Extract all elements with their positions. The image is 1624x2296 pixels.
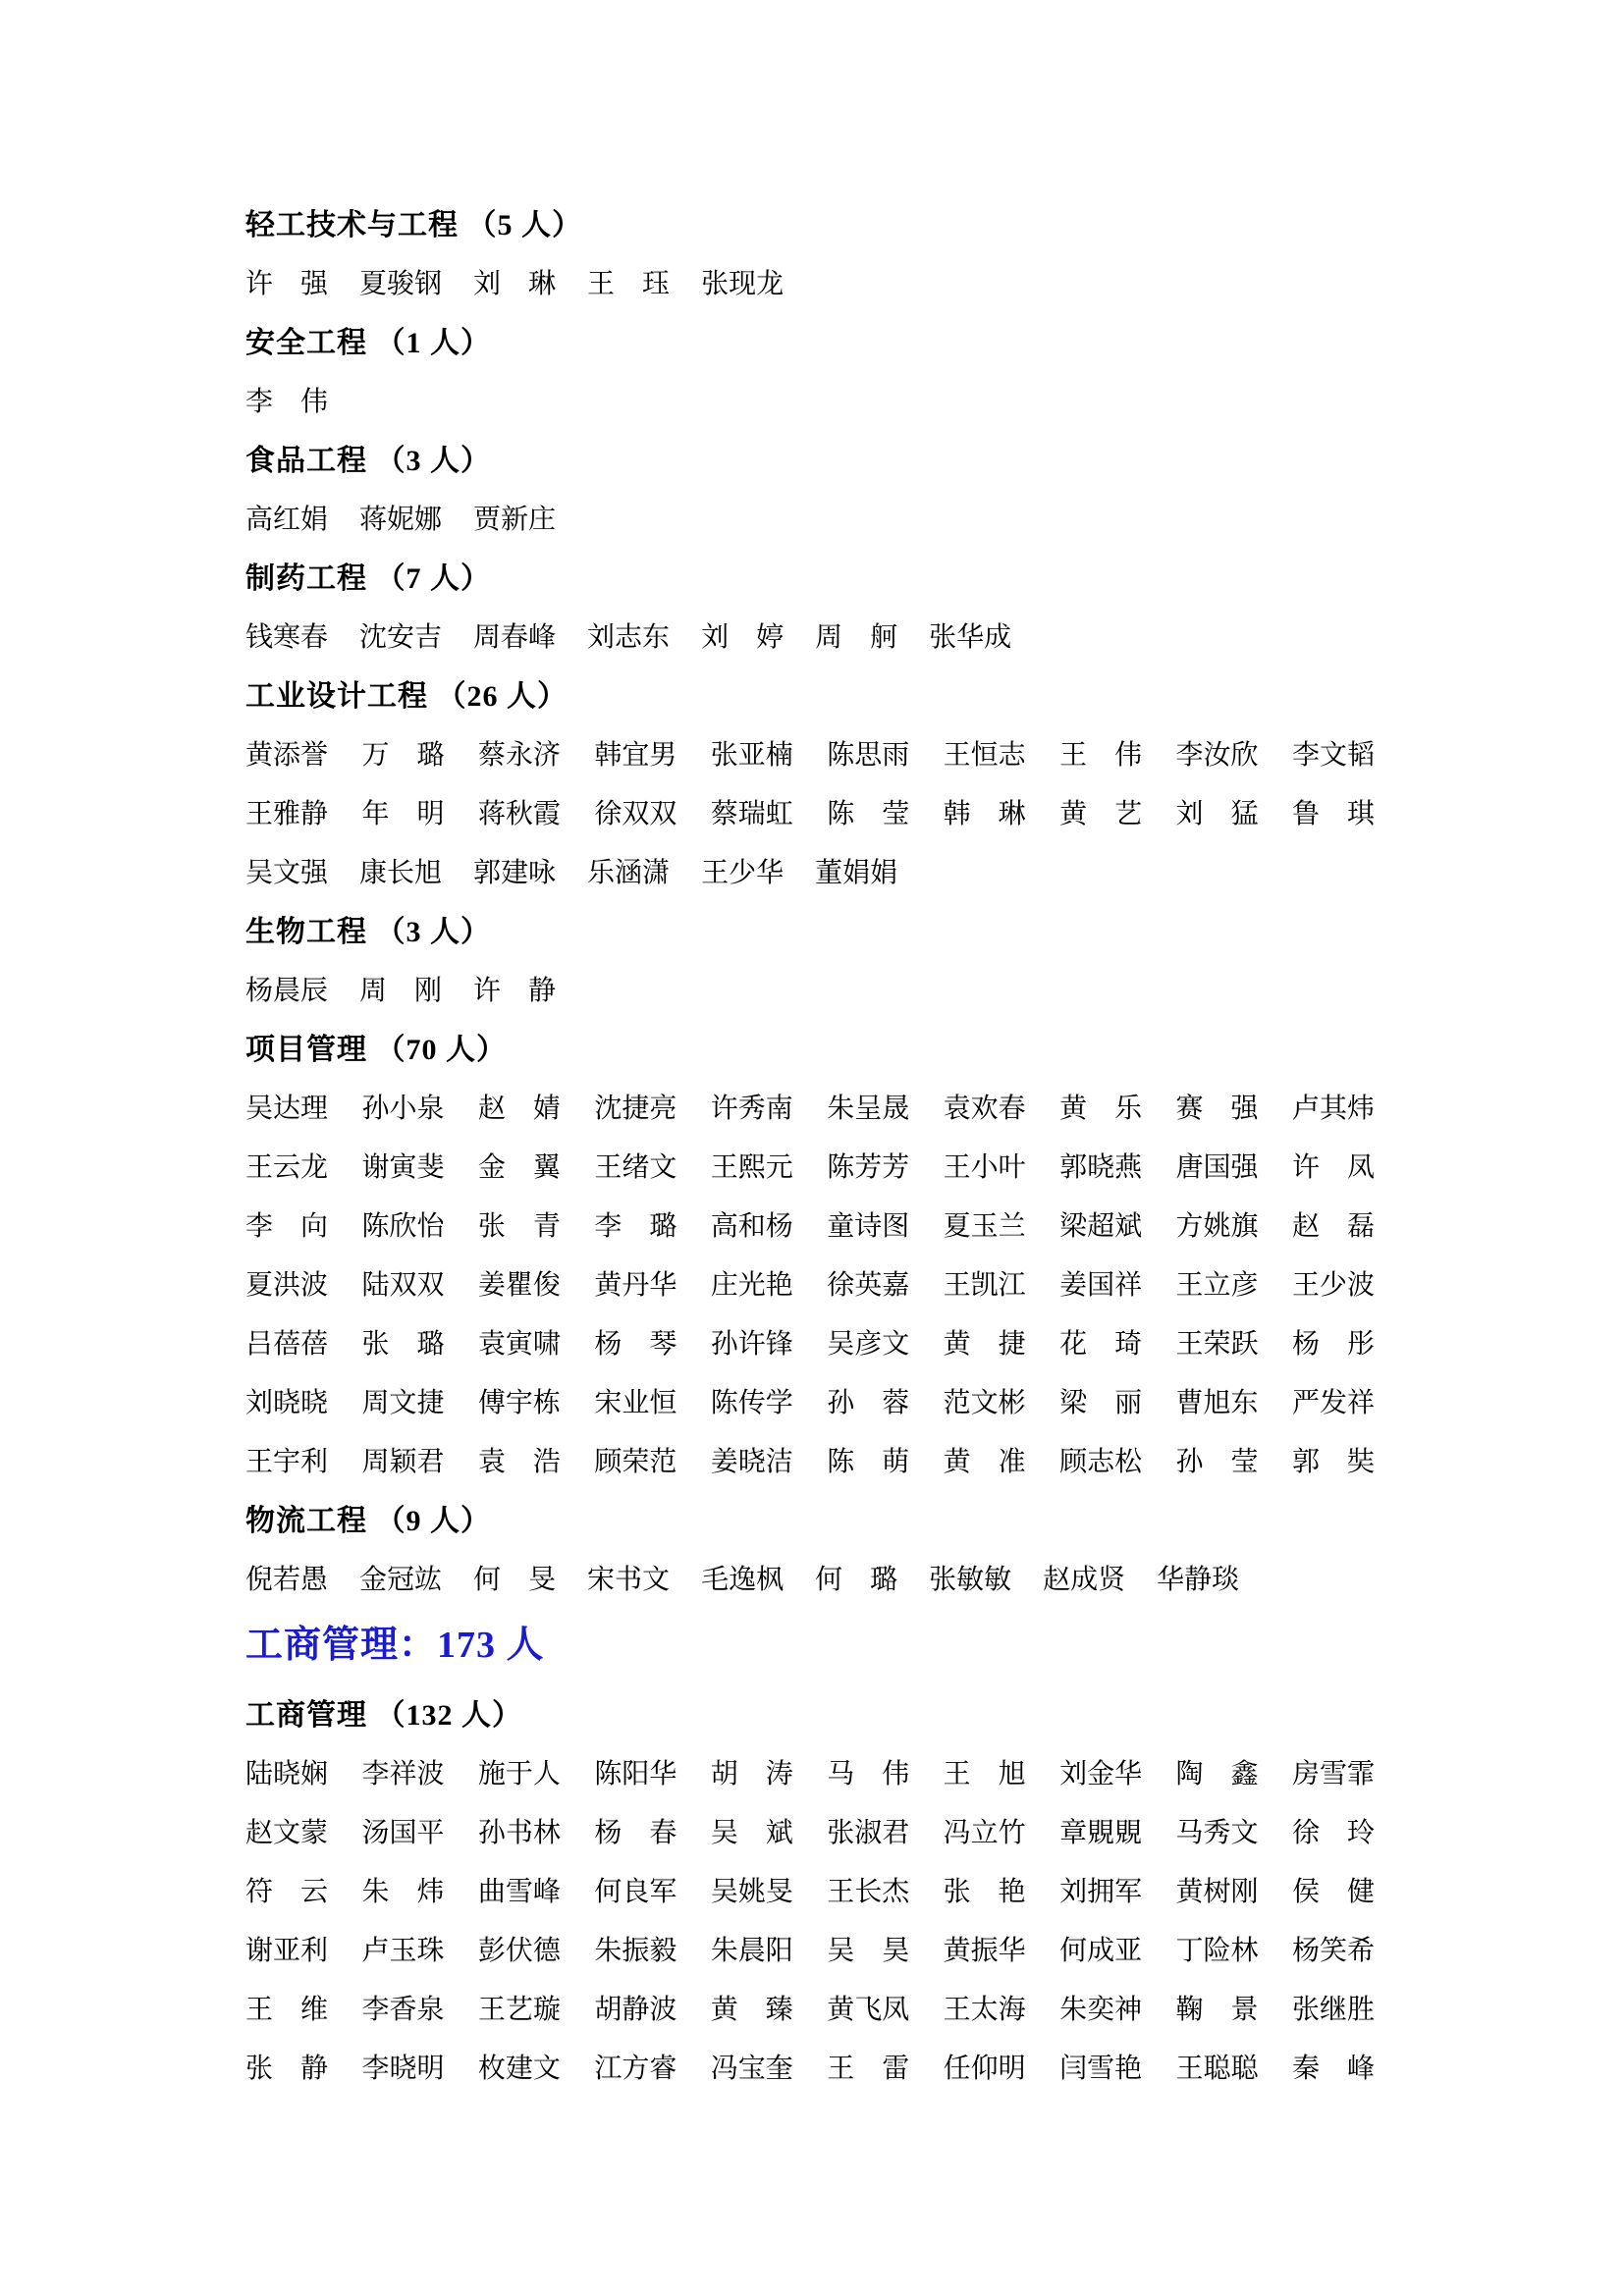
- person-name: 郭建咏: [473, 858, 557, 888]
- person-name: 王少波: [1291, 1270, 1375, 1301]
- person-name: 王云龙: [245, 1152, 329, 1183]
- person-name: 严发祥: [1291, 1388, 1375, 1418]
- person-name: 彭伏德: [477, 1936, 561, 1966]
- section-food-engineering: [245, 442, 1375, 539]
- person-name: 刘 琳: [473, 269, 557, 299]
- person-name: 孙许锋: [710, 1329, 793, 1360]
- person-name: 黄 乐: [1059, 1094, 1143, 1124]
- person-name: 黄丹华: [594, 1270, 677, 1301]
- person-name: 陈 萌: [827, 1447, 910, 1477]
- section-light-industry: [245, 206, 1375, 303]
- person-name: 许秀南: [710, 1094, 793, 1124]
- person-name: 何 旻: [473, 1565, 557, 1595]
- person-name: 王小叶: [943, 1152, 1026, 1183]
- person-name: 朱晨阳: [710, 1936, 793, 1966]
- person-name: 黄 艺: [1059, 799, 1143, 829]
- person-name: 许 凤: [1291, 1152, 1375, 1183]
- person-name: 何 璐: [815, 1565, 898, 1595]
- person-name: 乐涵潇: [587, 858, 671, 888]
- person-name: 孙 莹: [1175, 1447, 1259, 1477]
- person-name: 江方睿: [594, 2054, 677, 2084]
- person-name: 秦 峰: [1291, 2054, 1375, 2084]
- person-name: 宋书文: [587, 1565, 671, 1595]
- person-name: 黄 准: [943, 1447, 1026, 1477]
- person-name: 梁超斌: [1059, 1211, 1143, 1242]
- section-heading: 食品工程 （3 人）: [245, 445, 491, 477]
- person-name: 陈传学: [710, 1388, 793, 1418]
- person-name: 任仰明: [943, 2054, 1026, 2084]
- person-name: 鲁 琪: [1291, 799, 1375, 829]
- person-name: 董娟娟: [815, 858, 898, 888]
- person-name: 吴 昊: [827, 1936, 910, 1966]
- person-name: 何良军: [594, 1877, 677, 1907]
- person-name: 汤国平: [361, 1818, 445, 1848]
- name-row: [245, 1991, 1375, 2029]
- person-name: 范文彬: [943, 1388, 1026, 1418]
- person-name: 李 伟: [245, 387, 329, 417]
- person-name: 陆双双: [361, 1270, 445, 1301]
- person-name: 夏洪波: [245, 1270, 329, 1301]
- person-name: 杨晨辰: [245, 976, 329, 1006]
- person-name: 闫雪艳: [1059, 2054, 1143, 2084]
- section-heading: 物流工程 （9 人）: [245, 1505, 491, 1537]
- person-name: 金冠竑: [359, 1565, 443, 1595]
- name-row: [245, 501, 1375, 539]
- person-name: 朱振毅: [594, 1936, 677, 1966]
- person-name: 刘晓晓: [245, 1388, 329, 1418]
- name-row: [245, 1384, 1375, 1422]
- person-name: 蒋妮娜: [359, 505, 443, 535]
- person-name: 鞠 景: [1175, 1995, 1259, 2025]
- person-name: 王太海: [943, 1995, 1026, 2025]
- person-name: 李祥波: [361, 1759, 445, 1789]
- name-row: [245, 1207, 1375, 1246]
- person-name: 何成亚: [1059, 1936, 1143, 1966]
- person-name: 黄 臻: [710, 1995, 793, 2025]
- person-name: 冯立竹: [943, 1818, 1026, 1848]
- person-name: 蔡瑞虹: [710, 799, 793, 829]
- person-name: 王 旭: [943, 1759, 1026, 1789]
- name-row: [245, 1932, 1375, 1970]
- person-name: 曲雪峰: [477, 1877, 561, 1907]
- person-name: 陈芳芳: [827, 1152, 910, 1183]
- person-name: 李香泉: [361, 1995, 445, 2025]
- person-name: 陈 莹: [827, 799, 910, 829]
- person-name: 吴文强: [245, 858, 329, 888]
- person-name: 王荣跃: [1175, 1329, 1259, 1360]
- person-name: 华静琰: [1157, 1565, 1240, 1595]
- person-name: 顾志松: [1059, 1447, 1143, 1477]
- person-name: 王宇利: [245, 1447, 329, 1477]
- person-name: 马秀文: [1175, 1818, 1259, 1848]
- person-name: 杨 彤: [1291, 1329, 1375, 1360]
- person-name: 蒋秋霞: [477, 799, 561, 829]
- section-heading: 项目管理 （70 人）: [245, 1034, 507, 1066]
- person-name: 夏玉兰: [943, 1211, 1026, 1242]
- person-name: 赛 强: [1175, 1094, 1259, 1124]
- person-name: 吴彦文: [827, 1329, 910, 1360]
- person-name: 沈捷亮: [594, 1094, 677, 1124]
- section-heading: 工业设计工程 （26 人）: [245, 680, 568, 713]
- section-bio-engineering: [245, 913, 1375, 1010]
- person-name: 贾新庄: [473, 505, 557, 535]
- name-row: [245, 1814, 1375, 1852]
- person-name: 梁 丽: [1059, 1388, 1143, 1418]
- person-name: 李文韬: [1291, 740, 1375, 771]
- person-name: 吴达理: [245, 1094, 329, 1124]
- person-name: 吕蓓蓓: [245, 1329, 329, 1360]
- person-name: 谢寅斐: [361, 1152, 445, 1183]
- person-name: 刘志东: [587, 622, 671, 653]
- name-row: [245, 1755, 1375, 1793]
- person-name: 高红娟: [245, 505, 329, 535]
- person-name: 冯宝奎: [710, 2054, 793, 2084]
- section-logistics-engineering: [245, 1502, 1375, 1599]
- person-name: 钱寒春: [245, 622, 329, 653]
- person-name: 黄飞凤: [827, 1995, 910, 2025]
- person-name: 张敏敏: [929, 1565, 1012, 1595]
- person-name: 王熙元: [710, 1152, 793, 1183]
- person-name: 章覞覞: [1059, 1818, 1143, 1848]
- name-row: [245, 1443, 1375, 1481]
- person-name: 周文捷: [361, 1388, 445, 1418]
- person-name: 王凯江: [943, 1270, 1026, 1301]
- person-name: 郭晓燕: [1059, 1152, 1143, 1183]
- person-name: 顾荣范: [594, 1447, 677, 1477]
- name-row: [245, 1561, 1375, 1599]
- section-project-management: [245, 1031, 1375, 1481]
- person-name: 徐双双: [594, 799, 677, 829]
- name-row: [245, 854, 1375, 892]
- person-name: 沈安吉: [359, 622, 443, 653]
- name-row: [245, 736, 1375, 774]
- person-name: 周颖君: [361, 1447, 445, 1477]
- section-industrial-design: [245, 677, 1375, 892]
- section-business-administration: [245, 1696, 1375, 2088]
- person-name: 黄树刚: [1175, 1877, 1259, 1907]
- person-name: 李晓明: [361, 2054, 445, 2084]
- person-name: 周 舸: [815, 622, 898, 653]
- person-name: 王 珏: [587, 269, 671, 299]
- person-name: 徐英嘉: [827, 1270, 910, 1301]
- person-name: 孙 蓉: [827, 1388, 910, 1418]
- person-name: 张现龙: [701, 269, 785, 299]
- person-name: 张亚楠: [710, 740, 793, 771]
- name-row: [245, 383, 1375, 421]
- section-heading: 工商管理 （132 人）: [245, 1699, 522, 1732]
- person-name: 庄光艳: [710, 1270, 793, 1301]
- person-name: 朱奕神: [1059, 1995, 1143, 2025]
- person-name: 黄添誉: [245, 740, 329, 771]
- person-name: 蔡永济: [477, 740, 561, 771]
- person-name: 侯 健: [1291, 1877, 1375, 1907]
- person-name: 郭 奘: [1291, 1447, 1375, 1477]
- person-name: 张华成: [929, 622, 1012, 653]
- person-name: 万 璐: [361, 740, 445, 771]
- person-name: 卢玉珠: [361, 1936, 445, 1966]
- person-name: 刘 婷: [701, 622, 785, 653]
- person-name: 枚建文: [477, 2054, 561, 2084]
- name-row: [245, 1873, 1375, 1911]
- person-name: 李 向: [245, 1211, 329, 1242]
- person-name: 赵 婧: [477, 1094, 561, 1124]
- person-name: 李 璐: [594, 1211, 677, 1242]
- person-name: 朱 炜: [361, 1877, 445, 1907]
- person-name: 孙书林: [477, 1818, 561, 1848]
- person-name: 王 雷: [827, 2054, 910, 2084]
- name-row: [245, 1325, 1375, 1363]
- person-name: 袁欢春: [943, 1094, 1026, 1124]
- person-name: 刘 猛: [1175, 799, 1259, 829]
- person-name: 曹旭东: [1175, 1388, 1259, 1418]
- person-name: 陈思雨: [827, 740, 910, 771]
- person-name: 姜晓洁: [710, 1447, 793, 1477]
- name-row: [245, 972, 1375, 1010]
- person-name: 王艺璇: [477, 1995, 561, 2025]
- person-name: 金 翼: [477, 1152, 561, 1183]
- person-name: 杨笑希: [1291, 1936, 1375, 1966]
- person-name: 王绪文: [594, 1152, 677, 1183]
- person-name: 韩宜男: [594, 740, 677, 771]
- section-heading: 生物工程 （3 人）: [245, 916, 491, 948]
- person-name: 童诗图: [827, 1211, 910, 1242]
- person-name: 王聪聪: [1175, 2054, 1259, 2084]
- name-row: [245, 1148, 1375, 1187]
- person-name: 张 璐: [361, 1329, 445, 1360]
- person-name: 许 强: [245, 269, 329, 299]
- person-name: 王立彦: [1175, 1270, 1259, 1301]
- person-name: 张淑君: [827, 1818, 910, 1848]
- person-name: 房雪霏: [1291, 1759, 1375, 1789]
- person-name: 周春峰: [473, 622, 557, 653]
- person-name: 马 伟: [827, 1759, 910, 1789]
- person-name: 谢亚利: [245, 1936, 329, 1966]
- category-heading-business-admin: 工商管理：173 人: [245, 1625, 545, 1666]
- person-name: 黄 捷: [943, 1329, 1026, 1360]
- person-name: 傅宇栋: [477, 1388, 561, 1418]
- person-name: 许 静: [473, 976, 557, 1006]
- person-name: 施于人: [477, 1759, 561, 1789]
- name-row: [245, 2050, 1375, 2088]
- person-name: 吴姚旻: [710, 1877, 793, 1907]
- person-name: 倪若愚: [245, 1565, 329, 1595]
- person-name: 杨 琴: [594, 1329, 677, 1360]
- name-row: [245, 1266, 1375, 1305]
- section-safety-engineering: [245, 324, 1375, 421]
- person-name: 赵文蒙: [245, 1818, 329, 1848]
- person-name: 王雅静: [245, 799, 329, 829]
- person-name: 黄振华: [943, 1936, 1026, 1966]
- person-name: 胡 涛: [710, 1759, 793, 1789]
- person-name: 宋业恒: [594, 1388, 677, 1418]
- person-name: 王 维: [245, 1995, 329, 2025]
- person-name: 康长旭: [359, 858, 443, 888]
- person-name: 毛逸枫: [701, 1565, 785, 1595]
- person-name: 高和杨: [710, 1211, 793, 1242]
- person-name: 李汝欣: [1175, 740, 1259, 771]
- person-name: 唐国强: [1175, 1152, 1259, 1183]
- person-name: 符 云: [245, 1877, 329, 1907]
- person-name: 陈欣怡: [361, 1211, 445, 1242]
- section-heading: 安全工程 （1 人）: [245, 327, 491, 359]
- person-name: 周 刚: [359, 976, 443, 1006]
- person-name: 方姚旗: [1175, 1211, 1259, 1242]
- person-name: 陈阳华: [594, 1759, 677, 1789]
- name-row: [245, 1090, 1375, 1128]
- person-name: 张 静: [245, 2054, 329, 2084]
- person-name: 王少华: [701, 858, 785, 888]
- person-name: 袁寅啸: [477, 1329, 561, 1360]
- person-name: 孙小泉: [361, 1094, 445, 1124]
- name-row: [245, 265, 1375, 303]
- person-name: 徐 玲: [1291, 1818, 1375, 1848]
- person-name: 王恒志: [943, 740, 1026, 771]
- name-row: [245, 618, 1375, 657]
- person-name: 花 琦: [1059, 1329, 1143, 1360]
- section-heading: 轻工技术与工程 （5 人）: [245, 209, 582, 241]
- person-name: 胡静波: [594, 1995, 677, 2025]
- person-name: 张 青: [477, 1211, 561, 1242]
- person-name: 夏骏钢: [359, 269, 443, 299]
- section-heading: 制药工程 （7 人）: [245, 562, 491, 595]
- person-name: 杨 春: [594, 1818, 677, 1848]
- person-name: 王长杰: [827, 1877, 910, 1907]
- person-name: 卢其炜: [1291, 1094, 1375, 1124]
- person-name: 袁 浩: [477, 1447, 561, 1477]
- person-name: 韩 琳: [943, 799, 1026, 829]
- person-name: 陆晓娴: [245, 1759, 329, 1789]
- person-name: 陶 鑫: [1175, 1759, 1259, 1789]
- person-name: 吴 斌: [710, 1818, 793, 1848]
- person-name: 王 伟: [1059, 740, 1143, 771]
- person-name: 朱呈晟: [827, 1094, 910, 1124]
- person-name: 赵成贤: [1043, 1565, 1126, 1595]
- person-name: 刘拥军: [1059, 1877, 1143, 1907]
- person-name: 丁险林: [1175, 1936, 1259, 1966]
- person-name: 刘金华: [1059, 1759, 1143, 1789]
- person-name: 姜瞿俊: [477, 1270, 561, 1301]
- person-name: 年 明: [361, 799, 445, 829]
- name-row: [245, 795, 1375, 833]
- person-name: 赵 磊: [1291, 1211, 1375, 1242]
- person-name: 张继胜: [1291, 1995, 1375, 2025]
- person-name: 姜国祥: [1059, 1270, 1143, 1301]
- person-name: 张 艳: [943, 1877, 1026, 1907]
- section-pharmaceutical-engineering: [245, 560, 1375, 657]
